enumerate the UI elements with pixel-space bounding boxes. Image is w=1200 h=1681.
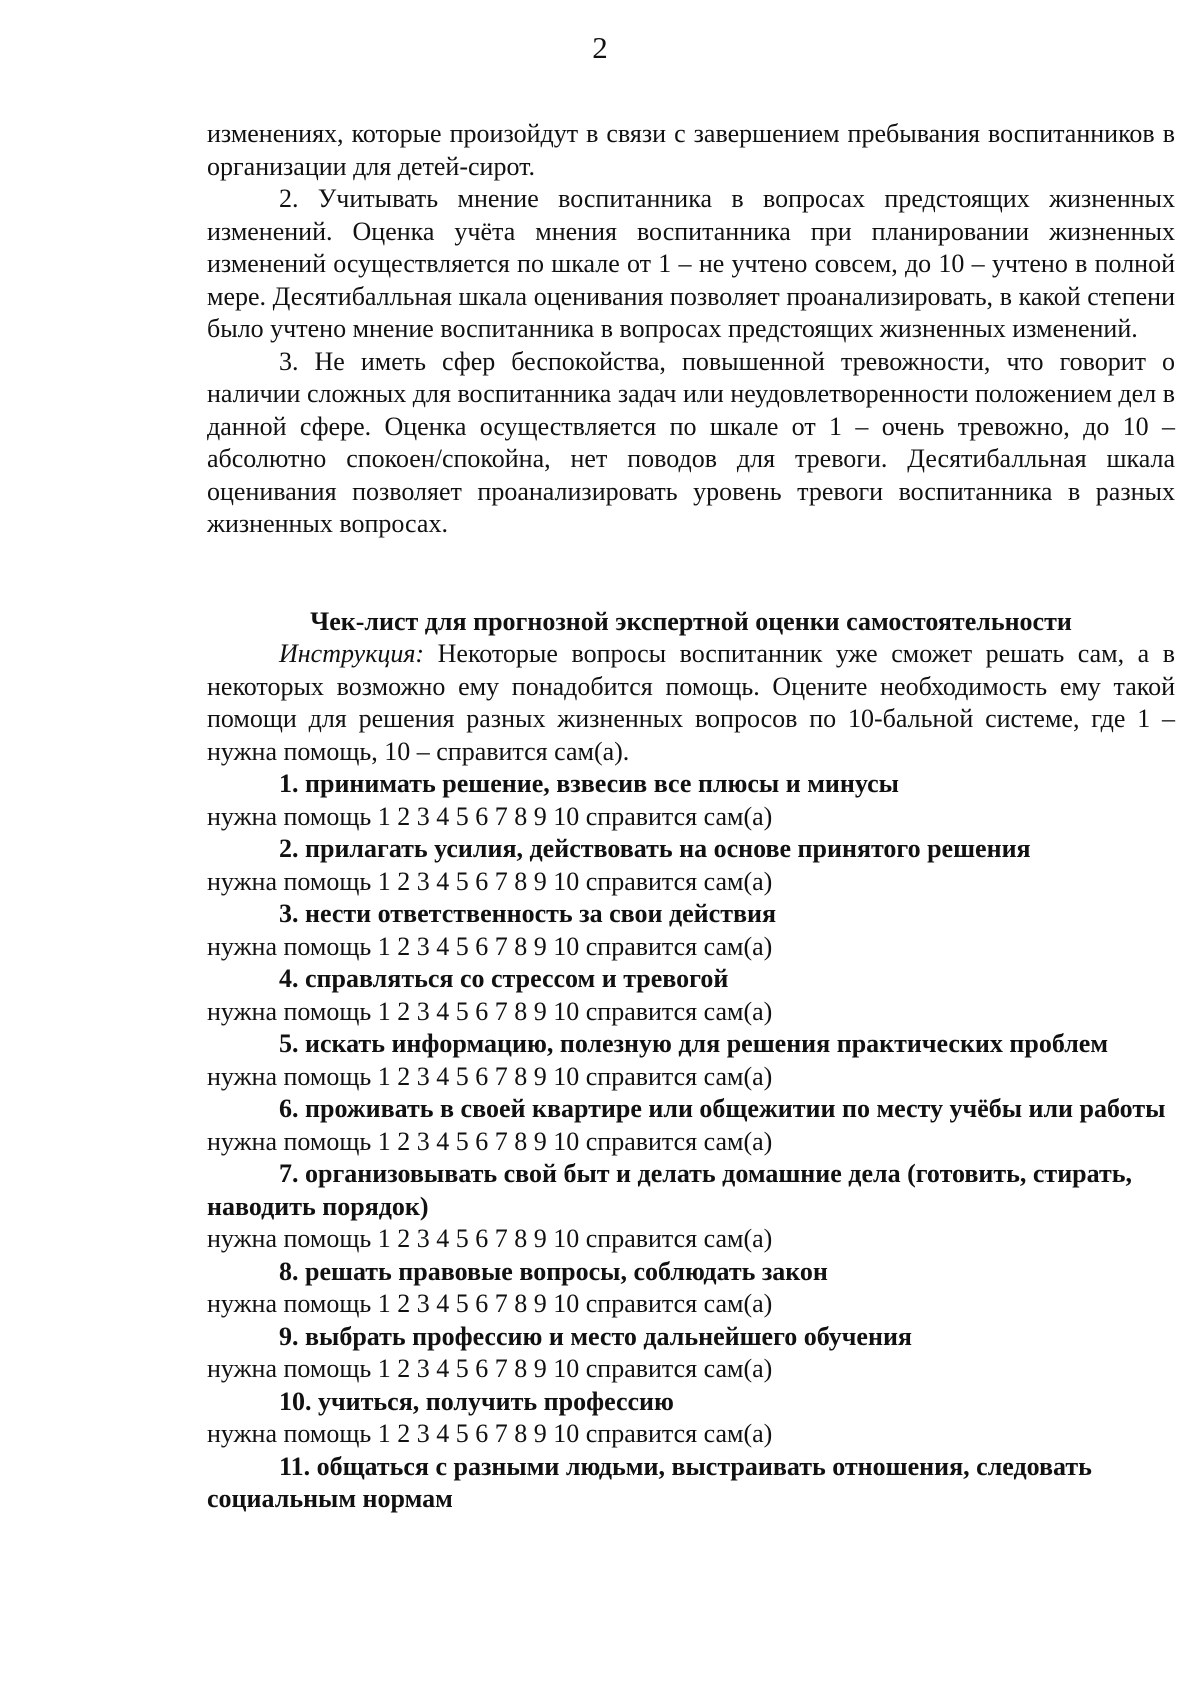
checklist-item-title: 10. учиться, получить профессию [279, 1386, 674, 1416]
checklist-heading: Чек-лист для прогнозной экспертной оценки самостоятельности [310, 606, 1072, 636]
rating-scale: нужна помощь 1 2 3 4 5 6 7 8 9 10 справится сам(а) [207, 866, 773, 896]
paragraph-continuation: изменениях, которые произойдут в связи с завершением пребывания воспитанников в организации для детей-сирот. [207, 119, 1175, 181]
rating-scale: нужна помощь 1 2 3 4 5 6 7 8 9 10 справится сам(а) [207, 931, 773, 961]
checklist-item-title: 5. искать информацию, полезную для решения практических проблем [279, 1029, 1109, 1058]
instruction-text: Некоторые вопросы воспитанник уже сможет решать сам, а в некоторых возможно ему понадобится помощь. Оцените необходимость ему такой помощи для решения разных жизненных вопросов по 10-бальной системе, где 1 – нужна помощь, 10 – справится сам(а). [207, 639, 1175, 766]
checklist-item-title: 8. решать правовые вопросы, соблюдать закон [279, 1256, 828, 1286]
instruction-label: Инструкция: [279, 639, 425, 668]
rating-scale: нужна помощь 1 2 3 4 5 6 7 8 9 10 справится сам(а) [207, 1061, 773, 1091]
checklist-item-title: 6. проживать в своей квартире или общежитии по месту учёбы или работы [279, 1094, 1166, 1123]
checklist-item-title: 2. прилагать усилия, действовать на основе принятого решения [279, 834, 1031, 863]
checklist-item-title: 9. выбрать профессию и место дальнейшего обучения [279, 1321, 912, 1351]
checklist-item-title: 7. организовывать свой быт и делать домашние дела (готовить, стирать, наводить порядок) [207, 1159, 1132, 1221]
checklist-item-title: 3. нести ответственность за свои действия [279, 899, 777, 928]
page-number: 2 [592, 30, 608, 65]
checklist-item-title: 1. принимать решение, взвесив все плюсы и минусы [279, 769, 899, 798]
paragraph-3: 3. Не иметь сфер беспокойства, повышенной тревожности, что говорит о наличии сложных для воспитанника задач или неудовлетворенности положением дел в данной сфере. Оценка осуществляется по шкале от 1 – очень тревожно, до 10 – абсолютно спокоен/спокойна, нет поводов для тревоги. Десятибалльная шкала оценивания позволяет проанализировать уровень тревоги воспитанника в разных жизненных вопросах. [207, 346, 1175, 538]
rating-scale: нужна помощь 1 2 3 4 5 6 7 8 9 10 справится сам(а) [207, 1354, 773, 1383]
section-spacer [207, 541, 1175, 606]
checklist-item-title: 4. справляться со стрессом и тревогой [279, 964, 729, 993]
rating-scale: нужна помощь 1 2 3 4 5 6 7 8 9 10 справится сам(а) [207, 801, 773, 831]
rating-scale: нужна помощь 1 2 3 4 5 6 7 8 9 10 справится сам(а) [207, 1126, 773, 1156]
checklist-item-title: 11. общаться с разными людьми, выстраивать отношения, следовать социальным нормам [207, 1451, 1092, 1513]
document-body [207, 118, 1175, 1516]
checklist-instruction [207, 638, 1175, 768]
rating-scale: нужна помощь 1 2 3 4 5 6 7 8 9 10 справится сам(а) [207, 996, 773, 1026]
paragraph-2: 2. Учитывать мнение воспитанника в вопросах предстоящих жизненных изменений. Оценка учёта мнения воспитанника при планировании жизненных изменений осуществляется по шкале от 1 – не учтено совсем, до 10 – учтено в полной мере. Десятибалльная шкала оценивания позволяет проанализировать, в какой степени было учтено мнение воспитанника в вопросах предстоящих жизненных изменений. [207, 184, 1175, 343]
checklist-items [207, 768, 1175, 1516]
rating-scale: нужна помощь 1 2 3 4 5 6 7 8 9 10 справится сам(а) [207, 1419, 773, 1448]
rating-scale: нужна помощь 1 2 3 4 5 6 7 8 9 10 справится сам(а) [207, 1289, 773, 1318]
rating-scale: нужна помощь 1 2 3 4 5 6 7 8 9 10 справится сам(а) [207, 1224, 773, 1253]
